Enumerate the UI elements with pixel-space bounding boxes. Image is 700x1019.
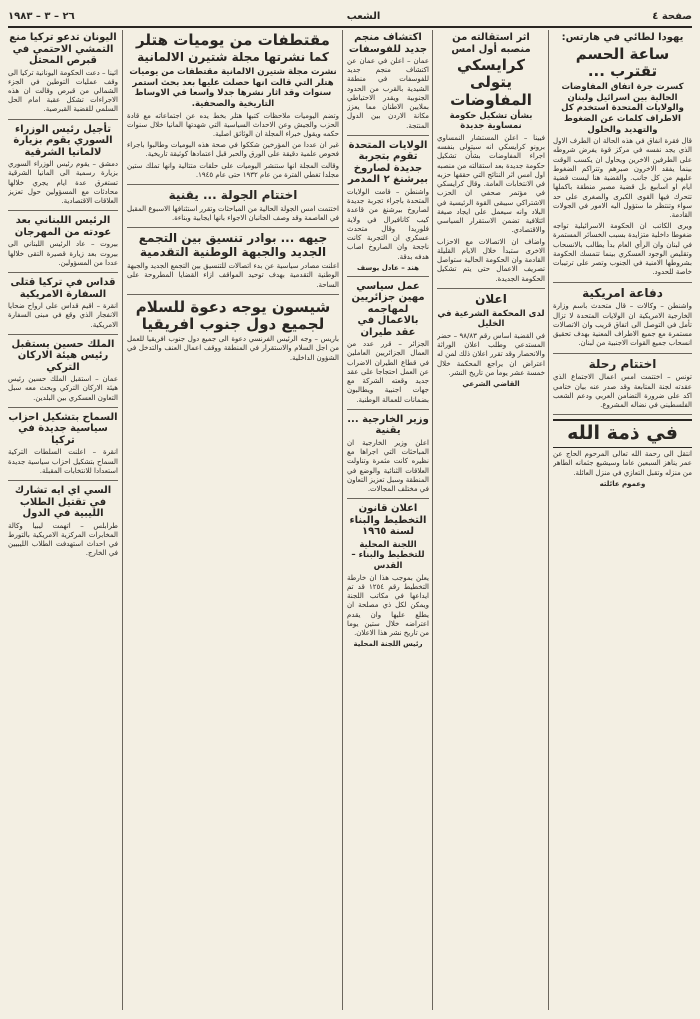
article-headline: الولايات المتحدة تقوم بتجربة جديدة لصاروخ بيرشنغ ٢ المدمر: [348, 139, 428, 186]
article-headline: الملك حسين يستقبل رئيس هيئة الاركان التركي: [11, 338, 115, 373]
article-body: عمان – اعلن في عمان عن اكتشاف منجم جديد للفوسفات في منطقة الشيدية بالقرب من الحدود الجنوبية ويقدر الاحتياطي بملايين الاطنان مما يعزز مكانة الاردن بين الدول المنتجة.: [347, 57, 429, 130]
article-body: انقرة – اقيم قداس على ارواح ضحايا الانفجار الذي وقع في مبنى السفارة الامريكية.: [8, 302, 118, 329]
feature-lede: نشرت مجلة شتيرن الالمانية مقتطفات من يوميات هتلر التي قالت انها حصلت عليها بعد بحث استمر سنوات وقد اثار نشرها جدلا واسعا في الاوساط التاريخية والصحفية.: [129, 67, 337, 109]
banner-body: باريس – وجه الرئيس الفرنسي دعوة الى جميع دول جنوب افريقيا للعمل من اجل السلام والاستقرار في المنطقة ووقف اعمال العنف والتدخل في الشؤون الداخلية.: [127, 335, 339, 362]
divider: [127, 184, 339, 185]
article-body: واشنطن – قامت الولايات المتحدة باجراء تجربة جديدة لصاروخ بيرشنغ من قاعدة كيب كانافيرال في ولاية فلوريدا وقال متحدث عسكري ان التجربة كانت ناجحة وان الصاروخ اصاب هدفه بدقة.: [347, 187, 429, 261]
article-headline: اكتشاف منجم جديد للفوسفات: [348, 32, 428, 55]
article-headline: وزير الخارجية ... يقنية: [347, 413, 429, 437]
divider: [347, 135, 429, 136]
obituary-body: انتقل الى رحمة الله تعالى المرحوم الحاج عن عمر يناهز السبعين عاما وسيشيع جثمانه الطاهر من منزله وتقبل التعازي في منزل العائلة.: [553, 450, 692, 477]
notice-signature: رئيس اللجنة المحلية: [353, 640, 423, 649]
article-headline: كرايسكي يتولى المفاوضات: [450, 56, 532, 109]
feature-body: غير ان عددا من المؤرخين شككوا في صحة هذه اليوميات وطالبوا باجراء فحوص علمية دقيقة على الورق والحبر قبل اعتمادها كوثيقة تاريخية.: [127, 141, 339, 159]
feature-headline: مقتطفات من يوميات هتلر: [136, 31, 330, 49]
column-right: [553, 30, 692, 1010]
article-headline: تأجيل رئيس الوزراء السوري يقوم بزيارة لالمانيا الشرقية: [13, 123, 113, 158]
divider: [553, 414, 692, 415]
column-left: [8, 30, 118, 1010]
notice-headline: اعلان قانون التخطيط والبناء لسنة ١٩٦٥: [349, 503, 427, 538]
article-body: ويرى الكاتب ان الحكومة الاسرائيلية تواجه ضغوطا داخلية متزايدة بسبب الخسائر المستمرة في لبنان وان الرأي العام بدأ يطالب بالانسحاب وتقليص الوجود العسكري بينما تتمسك الحكومة بشروطها الامنية في الجنوب وتصر على ترتيبات خاصة للحدود.: [553, 222, 692, 277]
page-label: صفحة ٤: [652, 10, 692, 22]
article-headline: الرئيس اللبناني بعد عودته من المهرجان: [14, 215, 112, 238]
obituary-headline: في ذمة الله: [553, 419, 692, 448]
column-rule: [432, 30, 433, 1010]
article-body: طرابلس – اتهمت ليبيا وكالة المخابرات المركزية الامريكية بالتورط في احداث استهدفت الطلاب الليبيين في الخارج.: [8, 521, 118, 558]
article-headline: عمل سياسي مهين جزائريين لمهاجمه بالاعمال في عقد طيران: [351, 280, 425, 338]
divider: [347, 276, 429, 277]
notice-signature: القاضي الشرعي: [462, 379, 520, 388]
divider: [8, 119, 118, 120]
paper-name: الشعب: [346, 10, 381, 22]
column-rule: [548, 30, 549, 1010]
notice-body: يعلن بموجب هذا ان خارطة التخطيط رقم ١٢٥٤ قد تم ايداعها في مكاتب اللجنة ويمكن لكل ذي مصلحة ان يطلع عليها وان يقدم اعتراضه خلال ستين يوما من تاريخ نشر هذا الاعلان.: [347, 573, 429, 638]
article-headline: اختتام الجولة ... يقنية: [168, 188, 298, 203]
column-rule: [122, 30, 123, 1010]
article-headline: اختتام رحلة: [588, 356, 657, 371]
article-body: فيينا – اعلن المستشار النمساوي برونو كرايسكي انه سيتولى بنفسه اجراء المفاوضات بشأن تشكيل حكومة جديدة بعد استقالته من منصبه اول امس اثر النتائج التي حققها حزبه في الانتخابات العامة. وقال كرايسكي في مؤتمر صحفي ان الحزب الاشتراكي سيبقى القوة الرئيسية في البلاد وانه سيعمل على ايجاد صيغة ائتلافية تضمن الاستقرار السياسي والاقتصادي.: [437, 134, 545, 235]
article-body: عمان – استقبل الملك حسين رئيس هيئة الاركان التركي وبحث معه سبل التعاون العسكري بين البلدين.: [8, 375, 118, 402]
banner-headline: شيسون يوجه دعوة للسلام لجميع دول جنوب افريقيا: [135, 297, 331, 333]
article-body: اعلن وزير الخارجية ان المباحثات التي اجراها مع نظيره كانت مثمرة وتناولت العلاقات الثنائية والوضع في المنطقة وسبل تعزيز التعاون في مختلف المجالات.: [347, 438, 429, 494]
issue-date: ٢٦ – ٣ – ١٩٨٣: [8, 10, 75, 22]
notice-headline: اعلان: [475, 291, 507, 306]
article-body: قال فقرة انفاق في هذه الحالة ان الطرف الاول الذي يجد نفسه في مركز قوة يفرض شروطه على الطرفين الاخرين ويحاول ان يكسب الوقت بينما يفقد الاخرون صبرهم وتتراكم الضغوط عليهم من كل جانب. والقضية هنا ليست قضية ايام او اسابيع بل قضية مصير منطقة باكملها تتحرك فيها القوى الكبرى والصغرى على حد سواء وتنتظر ما ستؤول اليه الامور في الجولات القادمة.: [553, 137, 692, 219]
article-headline: السماح بتشكيل احزاب سياسية جديدة في تركيا: [8, 411, 118, 446]
article-body: الجزائر – قرر عدد من العمال الجزائريين العاملين في قطاع الطيران الاضراب عن العمل احتجاجا على عقد جديد وقعته الشركة مع جهات اجنبية ويطالبون بضمانات للعمالة الوطنية.: [347, 340, 429, 404]
divider: [8, 480, 118, 481]
article-headline: اليونان تدعو تركيا منع التمشي الاحتمي في قبرص المحتل: [9, 32, 117, 66]
article-body: واضاف ان الاتصالات مع الاحزاب الاخرى ستبدأ خلال الايام القليلة القادمة وان الحكومة الحالية ستواصل تصريف الاعمال حتى يتم تشكيل الحكومة الجديدة.: [437, 237, 545, 283]
feature-body: وتضم اليوميات ملاحظات كتبها هتلر بخط يده عن اجتماعاته مع قادة الحزب والجيش وعن الاحداث السياسية التي شهدتها المانيا خلال سنوات حكمه ويقول خبراء المجلة ان الوثائق اصلية.: [127, 111, 339, 139]
divider: [553, 353, 692, 354]
divider: [347, 498, 429, 499]
divider: [8, 407, 118, 408]
divider: [8, 334, 118, 335]
article-headline: قداس في تركيا قتلى السفارة الامريكية: [10, 277, 116, 300]
divider: [8, 272, 118, 273]
article-kicker: يهودا لطائي في هارتس:: [561, 32, 684, 43]
column-rule: [342, 30, 343, 1010]
article-headline: السي اي ايه تشارك في تقتيل الطلاب الليبية في الدول: [14, 485, 112, 520]
article-body: دمشق – يقوم رئيس الوزراء السوري بزيارة رسمية الى المانيا الشرقية تستغرق عدة ايام يجري خلالها محادثات مع المسؤولين حول تعزيز العلاقات الاقتصادية.: [8, 160, 118, 206]
divider: [127, 294, 339, 295]
article-headline: جيهه ... بوادر تنسيق بين التجمع الجديد والجبهة الوطنية التقدمية: [138, 231, 328, 260]
masthead: [8, 6, 692, 28]
article-body: تونس – اختتمت امس اعمال الاجتماع الذي عقدته لجنة المتابعة وقد صدر عنه بيان ختامي اكد على ضرورة التضامن العربي ودعم الشعب الفلسطيني في نضاله المشروع.: [553, 373, 692, 410]
article-byline: هند – عادل يوسف: [357, 263, 419, 272]
article-lede: كسرت جرة اتفاق المفاوضات الحالية بين اسرائيل ولبنان والولايات المتحدة استخدم كل الاطراف كلمات عن الضغوط والتهديد والحلول: [561, 82, 684, 135]
article-headline: دفاعة امريكية: [582, 285, 663, 300]
divider: [8, 210, 118, 211]
divider: [553, 282, 692, 283]
divider: [347, 409, 429, 410]
feature-subheadline: كما نشرتها مجلة شتيرن الالمانية: [137, 50, 329, 65]
newspaper-page: [8, 6, 692, 1013]
article-body: اختتمت امس الجولة الحالية من المباحثات وتقرر استئنافها الاسبوع المقبل في العاصمة وقد وصف الجانبان الاجواء بانها ايجابية وبناءة.: [127, 204, 339, 223]
article-subheadline: بشأن تشكيل حكومة نمساوية جديدة: [449, 110, 533, 132]
article-body: واشنطن – وكالات – قال متحدث باسم وزارة الخارجية الامريكية ان الولايات المتحدة لا تزال تأمل في التوصل الى اتفاق قريب وان الاتصالات مستمرة مع جميع الاطراف المعنية بهدف تحقيق انسحاب جميع القوات الاجنبية من لبنان.: [553, 302, 692, 348]
obituary-signature: وعموم عائلته: [599, 479, 646, 488]
feature-body: وقالت المجلة انها ستنشر اليوميات على حلقات متتالية وانها تملك ستين مجلدا تغطي الفترة من عام ١٩٣٢ حتى عام ١٩٤٥.: [127, 161, 339, 179]
column-middle: [437, 30, 545, 1010]
article-body: اثينا – دعت الحكومة اليونانية تركيا الى وقف عمليات التوطين في الجزء الشمالي من قبرص وقالت ان هذه الاجراءات تشكل عقبة امام الحل السلمي للقضية القبرصية.: [8, 68, 118, 114]
article-body: بيروت – عاد الرئيس اللبناني الى بيروت بعد زيارة قصيرة التقى خلالها عددا من المسؤولين.: [8, 240, 118, 267]
article-body: اعلنت مصادر سياسية عن بدء اتصالات للتنسيق بين التجمع الجديد والجبهة الوطنية التقدمية بهدف توحيد المواقف ازاء القضايا المطروحة على الساحة.: [127, 262, 339, 289]
notice-subheadline: اللجنة المحلية للتخطيط والبناء – القدس: [351, 539, 425, 572]
divider: [437, 288, 545, 289]
notice-body: في القضية اساس رقم ٩٨/٨٣ – حضر المستدعي وطلب اعلان الوراثة والانحصار وقد تقرر اعلان ذلك لمن له اعتراض ان يراجع المحكمة خلال خمسة عشر يوما من تاريخ النشر.: [437, 331, 545, 377]
article-kicker: اثر استقالته من منصبه أول امس: [451, 32, 531, 55]
column-mid-left: [347, 30, 429, 1010]
column-wide: [127, 30, 339, 1010]
notice-subheadline: لدى المحكمة الشرعية في الخليل: [437, 308, 545, 330]
divider: [127, 227, 339, 228]
article-body: انقرة – اعلنت السلطات التركية السماح بتشكيل احزاب سياسية جديدة استعدادا للانتخابات المقبلة.: [8, 448, 118, 475]
article-headline: ساعة الحسم تقترب ...: [575, 44, 670, 80]
